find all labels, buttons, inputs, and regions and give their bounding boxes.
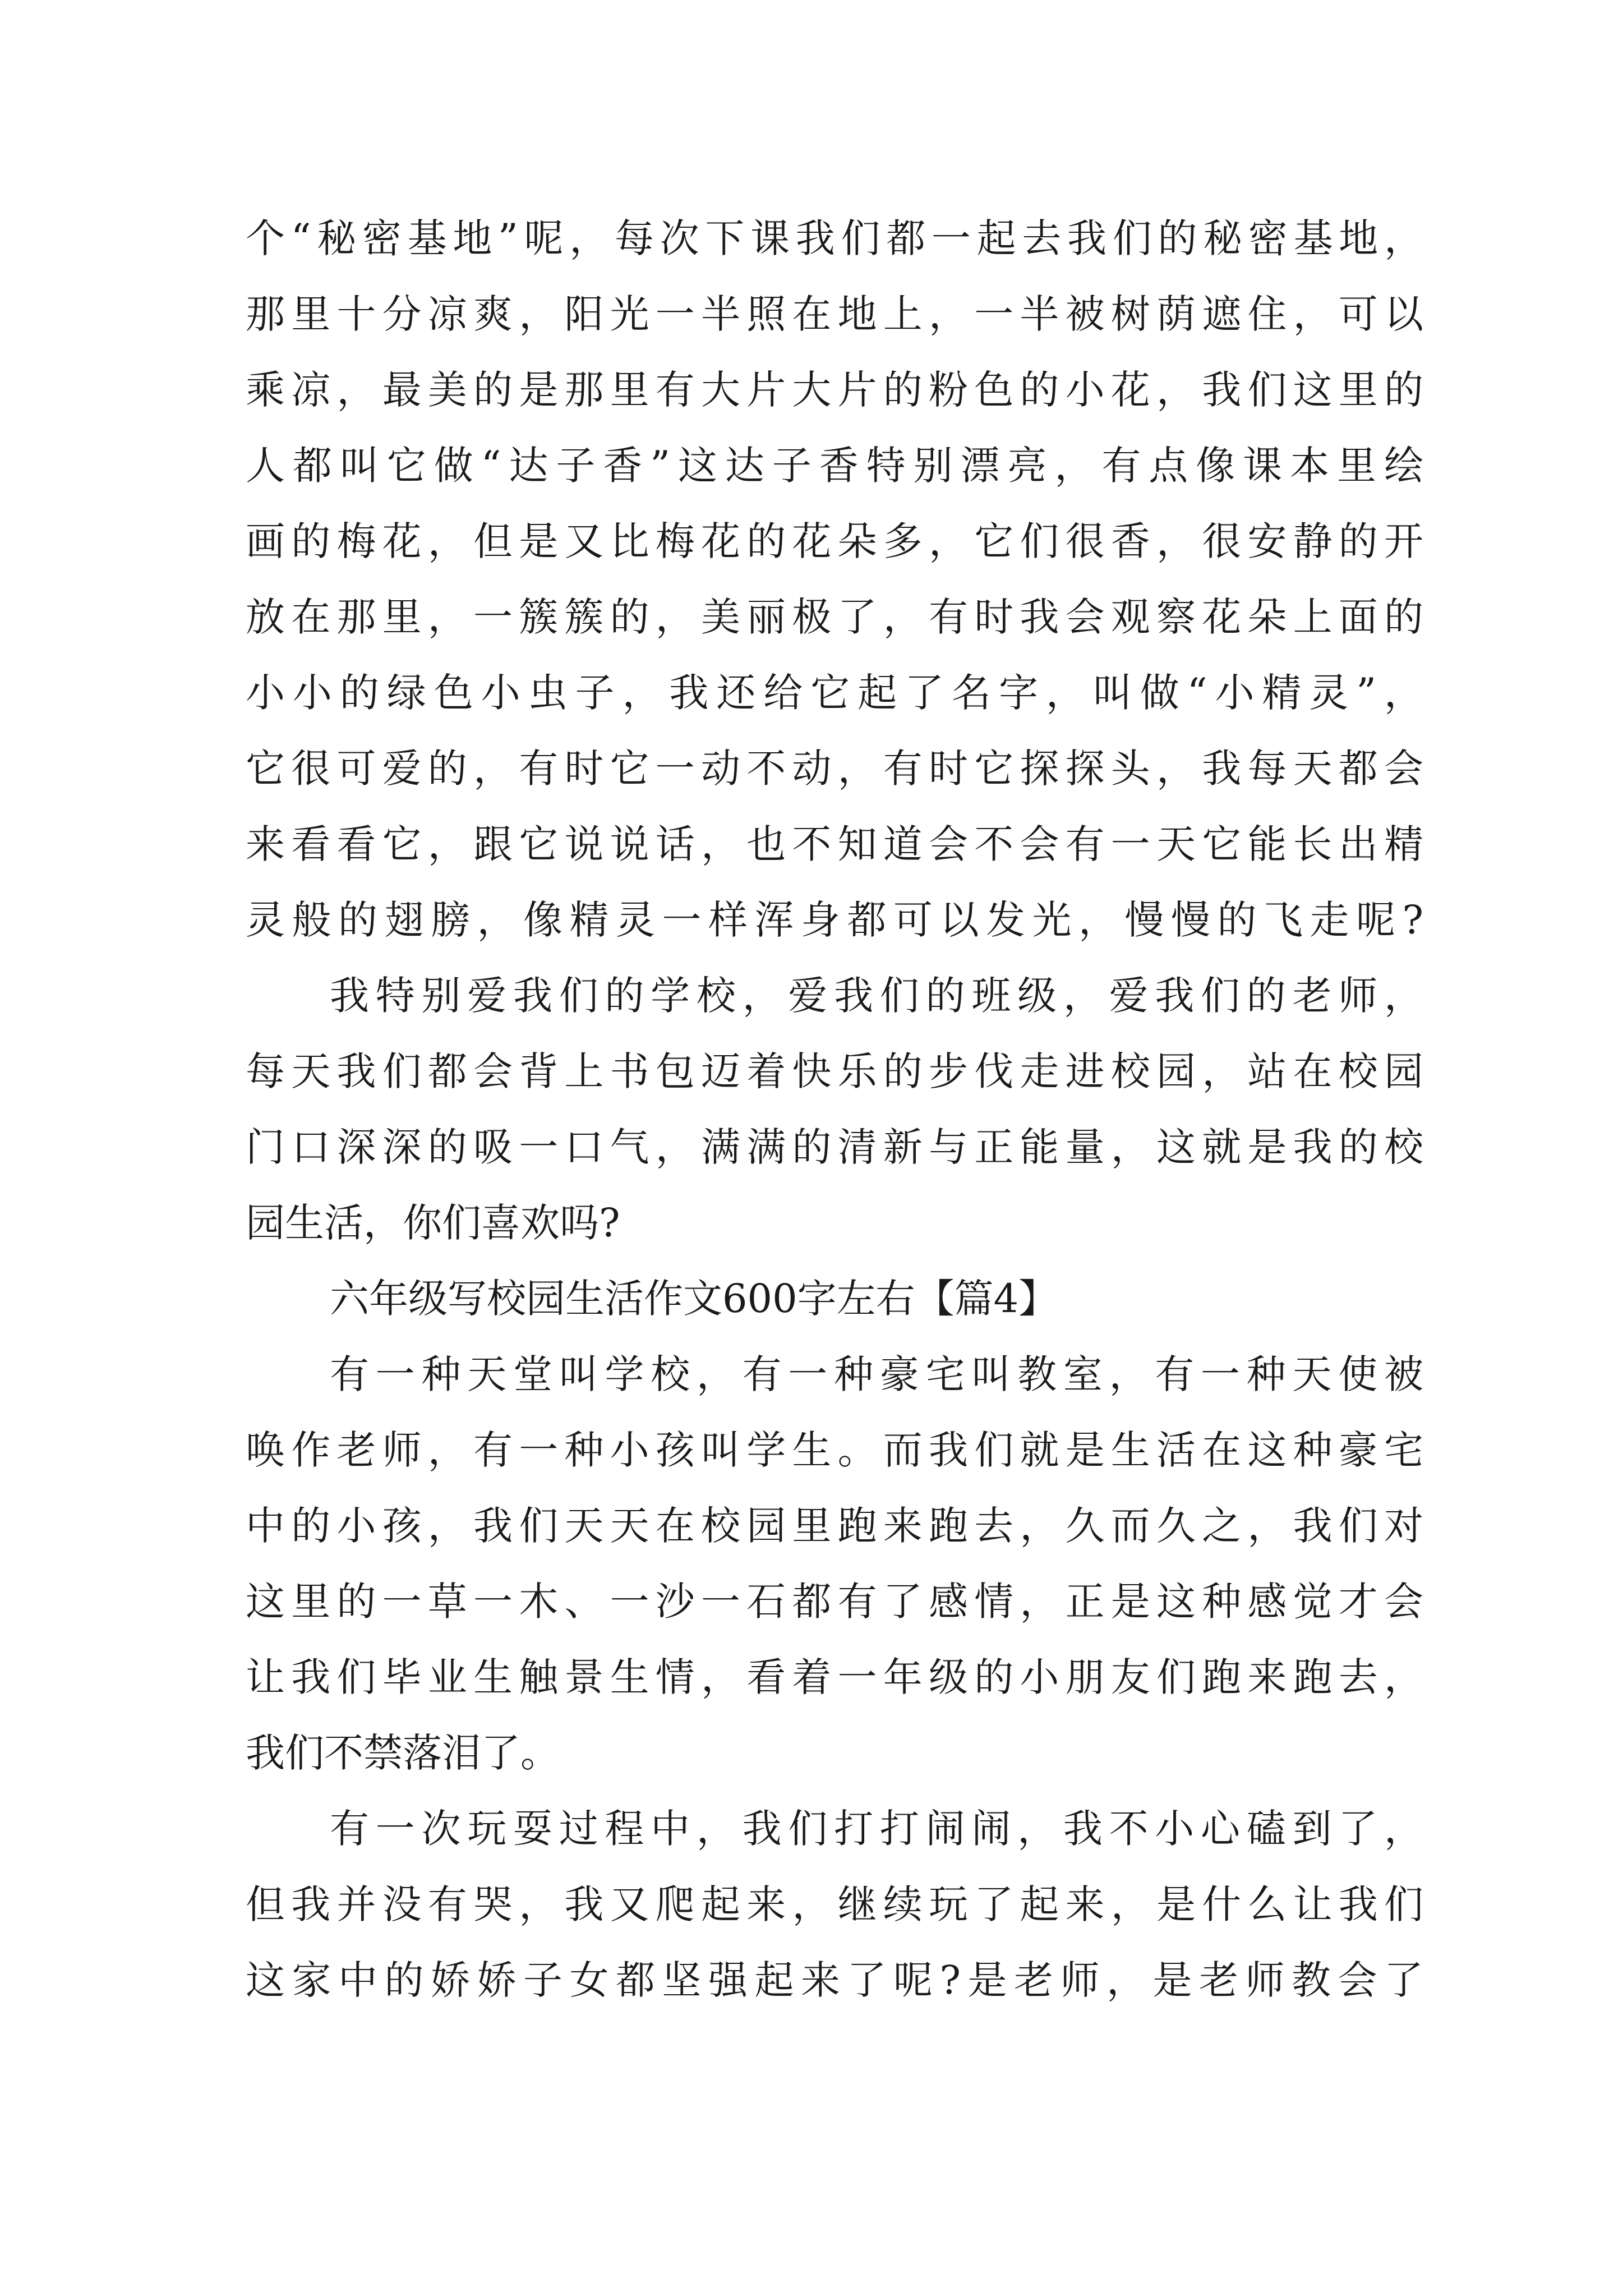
text-line: 让我们毕业生触景生情，看着一年级的小朋友们跑来跑去，: [246, 1654, 1423, 1700]
text-line: 我们不禁落泪了。: [246, 1730, 560, 1776]
text-line: 这家中的娇娇子女都坚强起来了呢?是老师，是老师教会了: [246, 1957, 1423, 2003]
text-line: 园生活，你们喜欢吗?: [246, 1200, 620, 1246]
text-line: 中的小孩，我们天天在校园里跑来跑去，久而久之，我们对: [246, 1503, 1423, 1549]
text-line: 乘凉，最美的是那里有大片大片的粉色的小花，我们这里的: [246, 367, 1423, 413]
text-line: 我特别爱我们的学校，爱我们的班级，爱我们的老师，: [330, 973, 1423, 1019]
text-line: 人都叫它做“达子香”这达子香特别漂亮，有点像课本里绘: [246, 443, 1423, 489]
text-line: 那里十分凉爽，阳光一半照在地上，一半被树荫遮住，可以: [246, 291, 1423, 337]
text-line: 有一种天堂叫学校，有一种豪宅叫教室，有一种天使被: [330, 1351, 1423, 1397]
text-line: 它很可爱的，有时它一动不动，有时它探探头，我每天都会: [246, 746, 1423, 792]
text-line: 画的梅花，但是又比梅花的花朵多，它们很香，很安静的开: [246, 518, 1423, 564]
text-line: 唤作老师，有一种小孩叫学生。而我们就是生活在这种豪宅: [246, 1427, 1423, 1473]
text-line: 小小的绿色小虫子，我还给它起了名字，叫做“小精灵”，: [246, 670, 1423, 716]
essay-body: [246, 201, 1423, 2018]
text-line: 有一次玩耍过程中，我们打打闹闹，我不小心磕到了，: [330, 1806, 1423, 1852]
text-line: 放在那里，一簇簇的，美丽极了，有时我会观察花朵上面的: [246, 594, 1423, 640]
text-line: 个“秘密基地”呢，每次下课我们都一起去我们的秘密基地，: [246, 215, 1423, 261]
text-line: 但我并没有哭，我又爬起来，继续玩了起来，是什么让我们: [246, 1881, 1423, 1927]
text-line: 门口深深的吸一口气，满满的清新与正能量，这就是我的校: [246, 1124, 1423, 1170]
text-line: 每天我们都会背上书包迈着快乐的步伐走进校园，站在校园: [246, 1048, 1423, 1094]
text-line: 这里的一草一木、一沙一石都有了感情，正是这种感觉才会: [246, 1579, 1423, 1625]
text-line: 灵般的翅膀，像精灵一样浑身都可以发光，慢慢的飞走呢?: [246, 897, 1423, 943]
text-line: 六年级写校园生活作文600字左右【篇4】: [330, 1276, 1058, 1322]
text-line: 来看看它，跟它说说话，也不知道会不会有一天它能长出精: [246, 821, 1423, 867]
